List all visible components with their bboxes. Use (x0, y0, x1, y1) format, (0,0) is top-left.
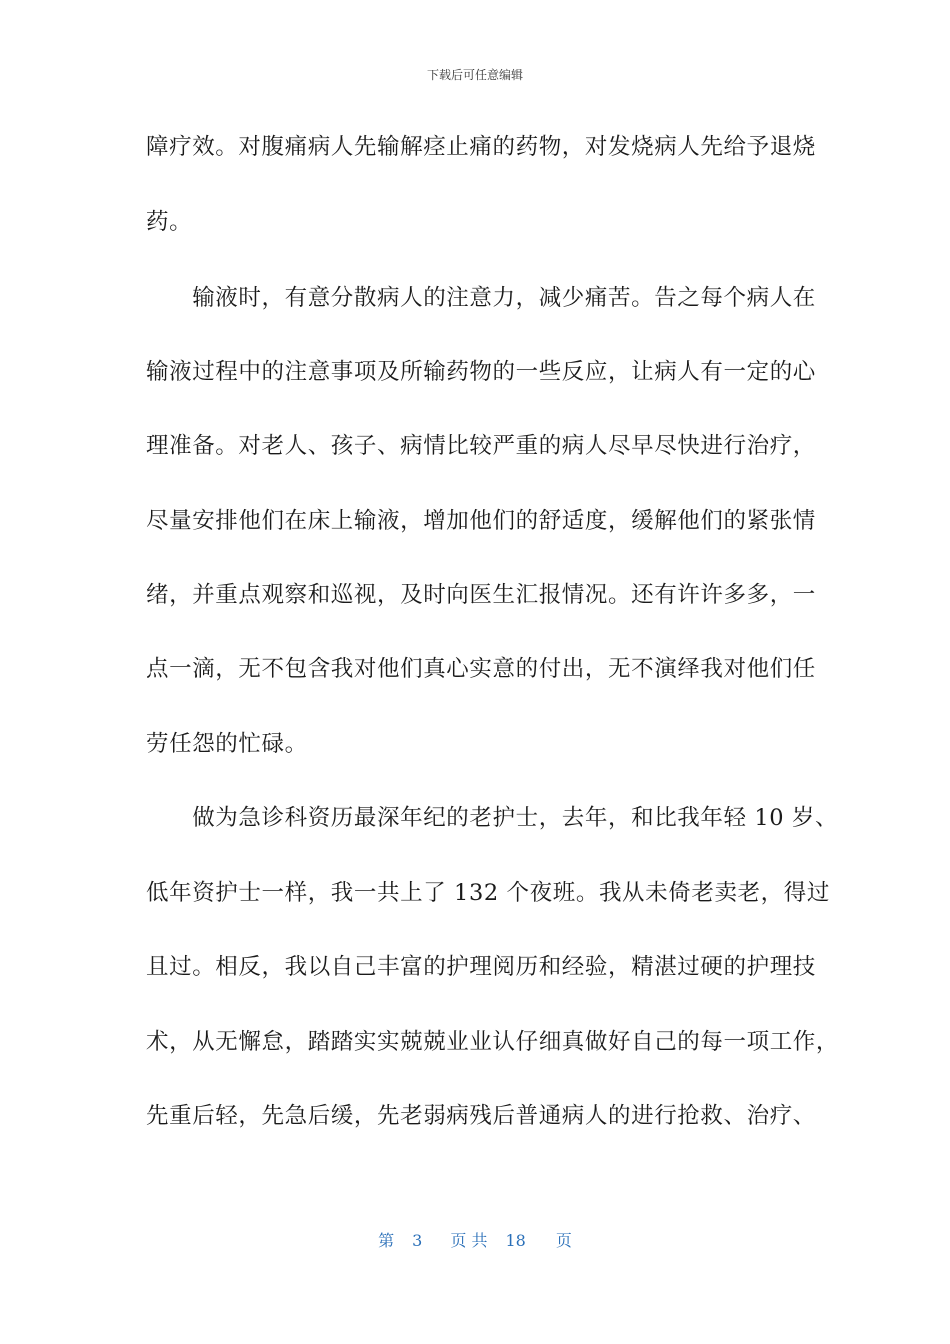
text-line: 做为急诊科资历最深年纪的老护士，去年，和比我年轻 10 岁、 (146, 805, 839, 831)
text-line: 点一滴，无不包含我对他们真心实意的付出，无不演绎我对他们任 (146, 656, 816, 682)
footer-suffix: 页 (555, 1231, 572, 1250)
text-line: 理准备。对老人、孩子、病情比较严重的病人尽早尽快进行治疗， (146, 433, 816, 459)
text-line: 绪，并重点观察和巡视，及时向医生汇报情况。还有许许多多，一 (146, 582, 816, 608)
footer-prefix: 第 (378, 1231, 395, 1250)
text-line: 输液时，有意分散病人的注意力，减少痛苦。告之每个病人在 (146, 285, 816, 311)
text-line: 低年资护士一样，我一共上了 132 个夜班。我从未倚老卖老，得过 (146, 880, 830, 906)
text-line: 先重后轻，先急后缓，先老弱病残后普通病人的进行抢救、治疗、 (146, 1103, 816, 1129)
text-line: 输液过程中的注意事项及所输药物的一些反应，让病人有一定的心 (146, 359, 816, 385)
text-line: 障疗效。对腹痛病人先输解痉止痛的药物，对发烧病人先给予退烧 (146, 134, 816, 160)
total-page-count: 18 (505, 1231, 526, 1250)
current-page-number: 3 (412, 1231, 423, 1250)
header-note: 下载后可任意编辑 (426, 68, 523, 82)
footer-middle: 页 共 (450, 1231, 488, 1250)
text-line: 劳任怨的忙碌。 (146, 731, 308, 757)
text-line: 且过。相反，我以自己丰富的护理阅历和经验，精湛过硬的护理技 (146, 954, 816, 980)
text-line: 尽量安排他们在床上输液，增加他们的舒适度，缓解他们的紧张情 (146, 508, 816, 534)
text-line: 药。 (146, 209, 193, 235)
text-line: 术，从无懈怠，踏踏实实兢兢业业认仔细真做好自己的每一项工作， (146, 1029, 840, 1055)
page-number-footer (0, 1228, 950, 1251)
